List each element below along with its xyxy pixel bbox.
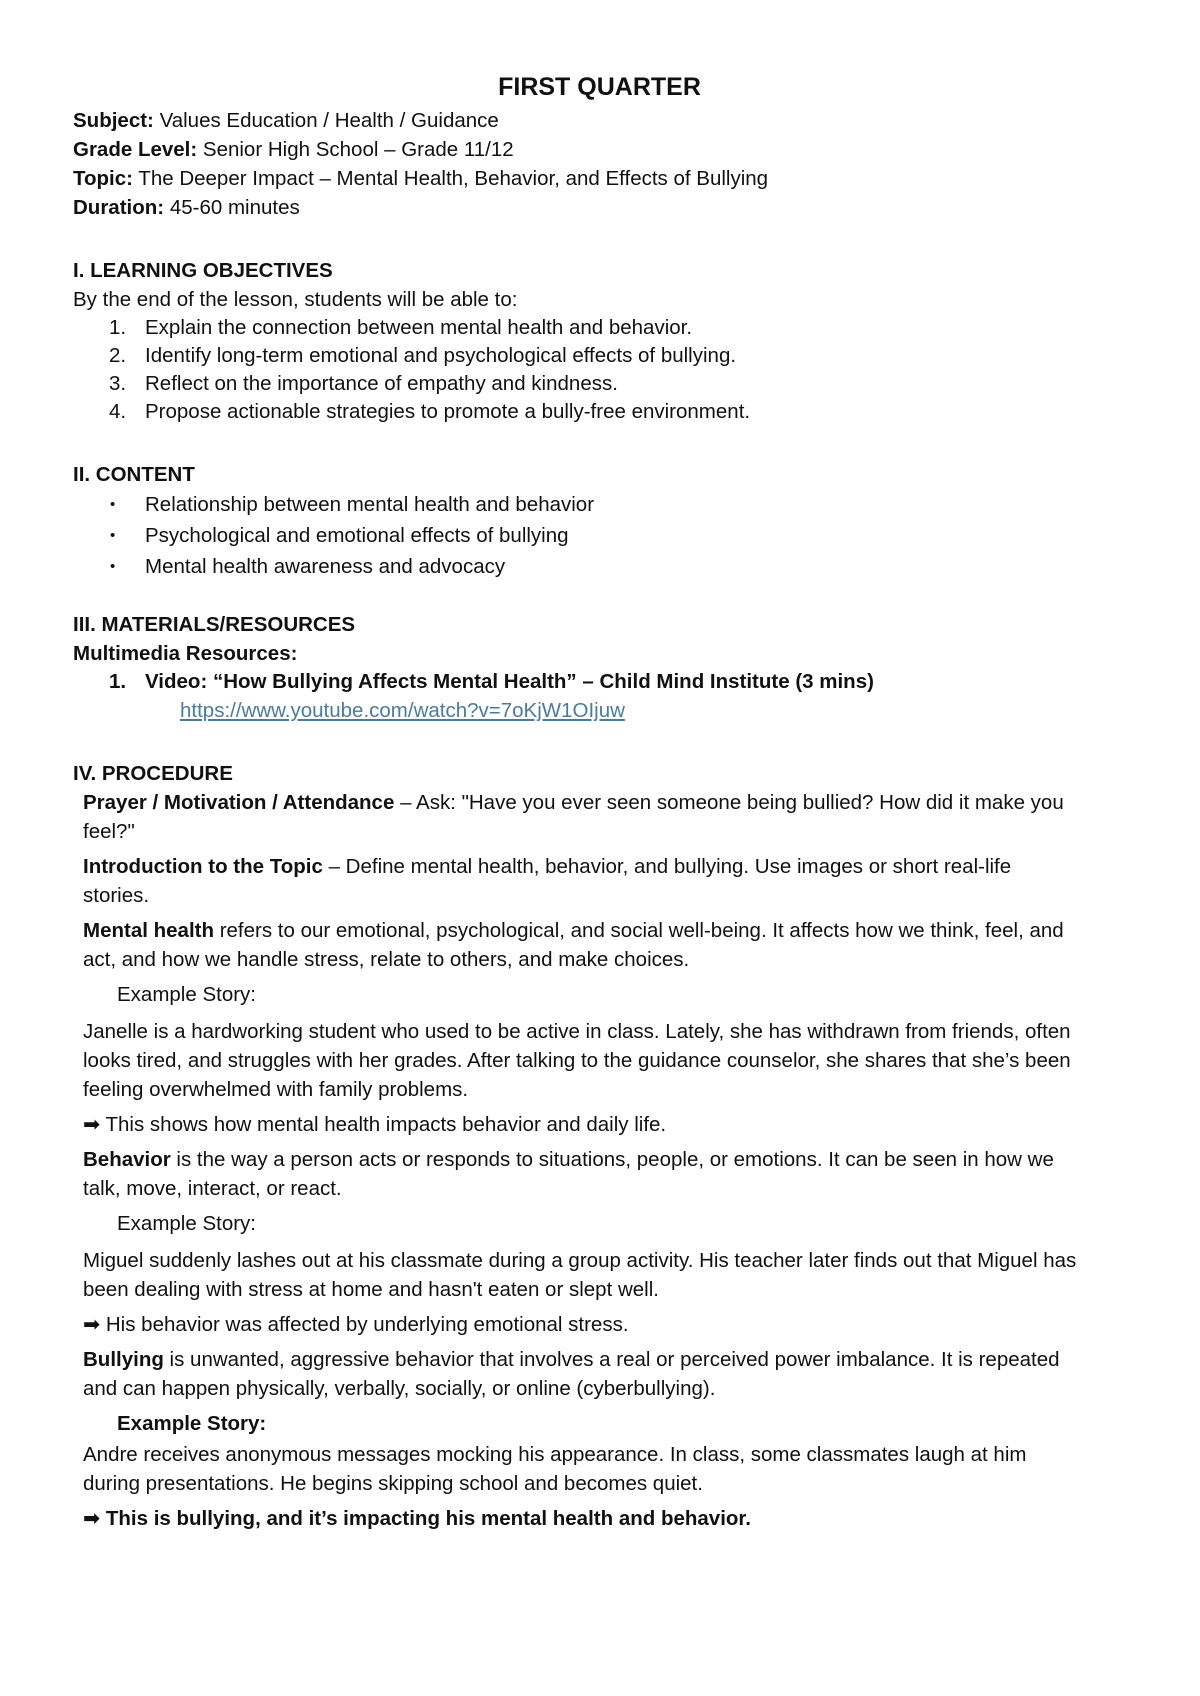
procedure-prayer-text: – Ask: "Have you ever seen someone being bullied? How did it make you feel?" bbox=[83, 791, 1064, 843]
meta-duration bbox=[73, 193, 1080, 222]
meta-topic bbox=[73, 164, 1080, 193]
list-text: Psychological and emotional effects of bullying bbox=[145, 524, 569, 547]
list-item bbox=[109, 668, 1080, 696]
objectives-list bbox=[73, 314, 1080, 426]
story-2: Miguel suddenly lashes out at his classmate during a group activity. His teacher later finds out that Miguel has been dealing with stress at home and hasn't eaten or slept well. bbox=[83, 1249, 1077, 1301]
objectives-heading: I. LEARNING OBJECTIVES bbox=[73, 259, 333, 282]
list-text: Explain the connection between mental health and behavior. bbox=[145, 316, 693, 339]
meta-duration-value: 45-60 minutes bbox=[169, 196, 300, 219]
list-item bbox=[109, 342, 1080, 370]
meta-subject-value: Values Education / Health / Guidance bbox=[159, 109, 499, 132]
list-item bbox=[109, 551, 1080, 582]
list-text: Identify long-term emotional and psychological effects of bullying. bbox=[145, 344, 737, 367]
procedure-intro-text: – Define mental health, behavior, and bullying. Use images or short real-life stories. bbox=[83, 855, 1012, 907]
objectives-intro: By the end of the lesson, students will be able to: bbox=[73, 288, 518, 311]
meta-duration-label: Duration: bbox=[73, 196, 165, 219]
procedure-prayer bbox=[83, 788, 1080, 846]
content-list bbox=[73, 489, 1080, 582]
takeaway-3: ➡ This is bullying, and it’s impacting his mental health and behavior. bbox=[83, 1507, 751, 1530]
story-3: Andre receives anonymous messages mocking his appearance. In class, some classmates laugh at him during presentations. He begins skipping school and becomes quiet. bbox=[83, 1443, 1027, 1495]
content-heading: II. CONTENT bbox=[73, 463, 195, 486]
list-item bbox=[109, 489, 1080, 520]
meta-subject-label: Subject: bbox=[73, 109, 154, 132]
procedure-prayer-label: Prayer / Motivation / Attendance bbox=[83, 791, 395, 814]
story-1: Janelle is a hardworking student who used to be active in class. Lately, she has withdrawn from friends, often looks tired, and struggles with her grades. After talking to the guidance counselor, she shares that she’s been feeling overwhelmed with family problems. bbox=[83, 1020, 1071, 1101]
list-text: Reflect on the importance of empathy and kindness. bbox=[145, 372, 618, 395]
procedure-heading: IV. PROCEDURE bbox=[73, 762, 233, 785]
list-text: Video: “How Bullying Affects Mental Health” – Child Mind Institute (3 mins) bbox=[145, 670, 874, 693]
procedure-intro bbox=[83, 852, 1080, 910]
materials-subheading: Multimedia Resources: bbox=[73, 642, 298, 665]
bullying-definition bbox=[83, 1345, 1080, 1403]
list-number: 2. bbox=[109, 344, 127, 367]
list-item bbox=[109, 370, 1080, 398]
story-label-1: Example Story: bbox=[117, 983, 256, 1006]
list-number: 1. bbox=[109, 316, 127, 339]
meta-grade-label: Grade Level: bbox=[73, 138, 198, 161]
materials-list bbox=[73, 668, 1080, 696]
meta-topic-label: Topic: bbox=[73, 167, 133, 190]
list-text: Propose actionable strategies to promote a bully-free environment. bbox=[145, 400, 751, 423]
procedure-body bbox=[73, 788, 1080, 1533]
lesson-meta bbox=[73, 106, 1080, 222]
procedure-intro-label: Introduction to the Topic bbox=[83, 855, 323, 878]
list-item bbox=[109, 520, 1080, 551]
list-item bbox=[109, 398, 1080, 426]
meta-subject bbox=[73, 106, 1080, 135]
page-title: FIRST QUARTER bbox=[498, 73, 701, 101]
list-item bbox=[109, 314, 1080, 342]
list-number: 1. bbox=[109, 670, 127, 693]
materials-heading: III. MATERIALS/RESOURCES bbox=[73, 613, 356, 636]
behavior-label: Behavior bbox=[83, 1148, 171, 1171]
content-section bbox=[73, 460, 1080, 582]
takeaway-1: ➡ This shows how mental health impacts behavior and daily life. bbox=[83, 1113, 667, 1136]
meta-grade bbox=[73, 135, 1080, 164]
mental-health-text: refers to our emotional, psychological, and social well-being. It affects how we think, feel, and act, and how we handle stress, relate to others, and make choices. bbox=[83, 919, 1064, 971]
mental-health-definition bbox=[83, 916, 1080, 974]
video-link[interactable]: https://www.youtube.com/watch?v=7oKjW1OIjuw bbox=[180, 699, 625, 722]
list-text: Mental health awareness and advocacy bbox=[145, 555, 506, 578]
objectives-section bbox=[73, 256, 1080, 426]
materials-section bbox=[73, 610, 1080, 725]
behavior-definition bbox=[83, 1145, 1080, 1203]
meta-grade-value: Senior High School – Grade 11/12 bbox=[202, 138, 514, 161]
meta-topic-value: The Deeper Impact – Mental Health, Behavior, and Effects of Bullying bbox=[138, 167, 769, 190]
story-label-3: Example Story: bbox=[117, 1412, 267, 1435]
bullying-text: is unwanted, aggressive behavior that involves a real or perceived power imbalance. It is repeated and can happen physically, verbally, socially, or online (cyberbullying). bbox=[83, 1348, 1060, 1400]
bullying-label: Bullying bbox=[83, 1348, 164, 1371]
list-number: 4. bbox=[109, 400, 127, 423]
behavior-text: is the way a person acts or responds to situations, people, or emotions. It can be seen in how we talk, move, interact, or react. bbox=[83, 1148, 1054, 1200]
bullet-icon: • bbox=[110, 527, 116, 544]
list-text: Relationship between mental health and behavior bbox=[145, 493, 595, 516]
bullet-icon: • bbox=[110, 496, 116, 513]
procedure-section bbox=[73, 759, 1080, 1533]
bullet-icon: • bbox=[110, 558, 116, 575]
mental-health-label: Mental health bbox=[83, 919, 214, 942]
takeaway-2: ➡ His behavior was affected by underlying emotional stress. bbox=[83, 1313, 629, 1336]
story-label-2: Example Story: bbox=[117, 1212, 256, 1235]
list-number: 3. bbox=[109, 372, 127, 395]
